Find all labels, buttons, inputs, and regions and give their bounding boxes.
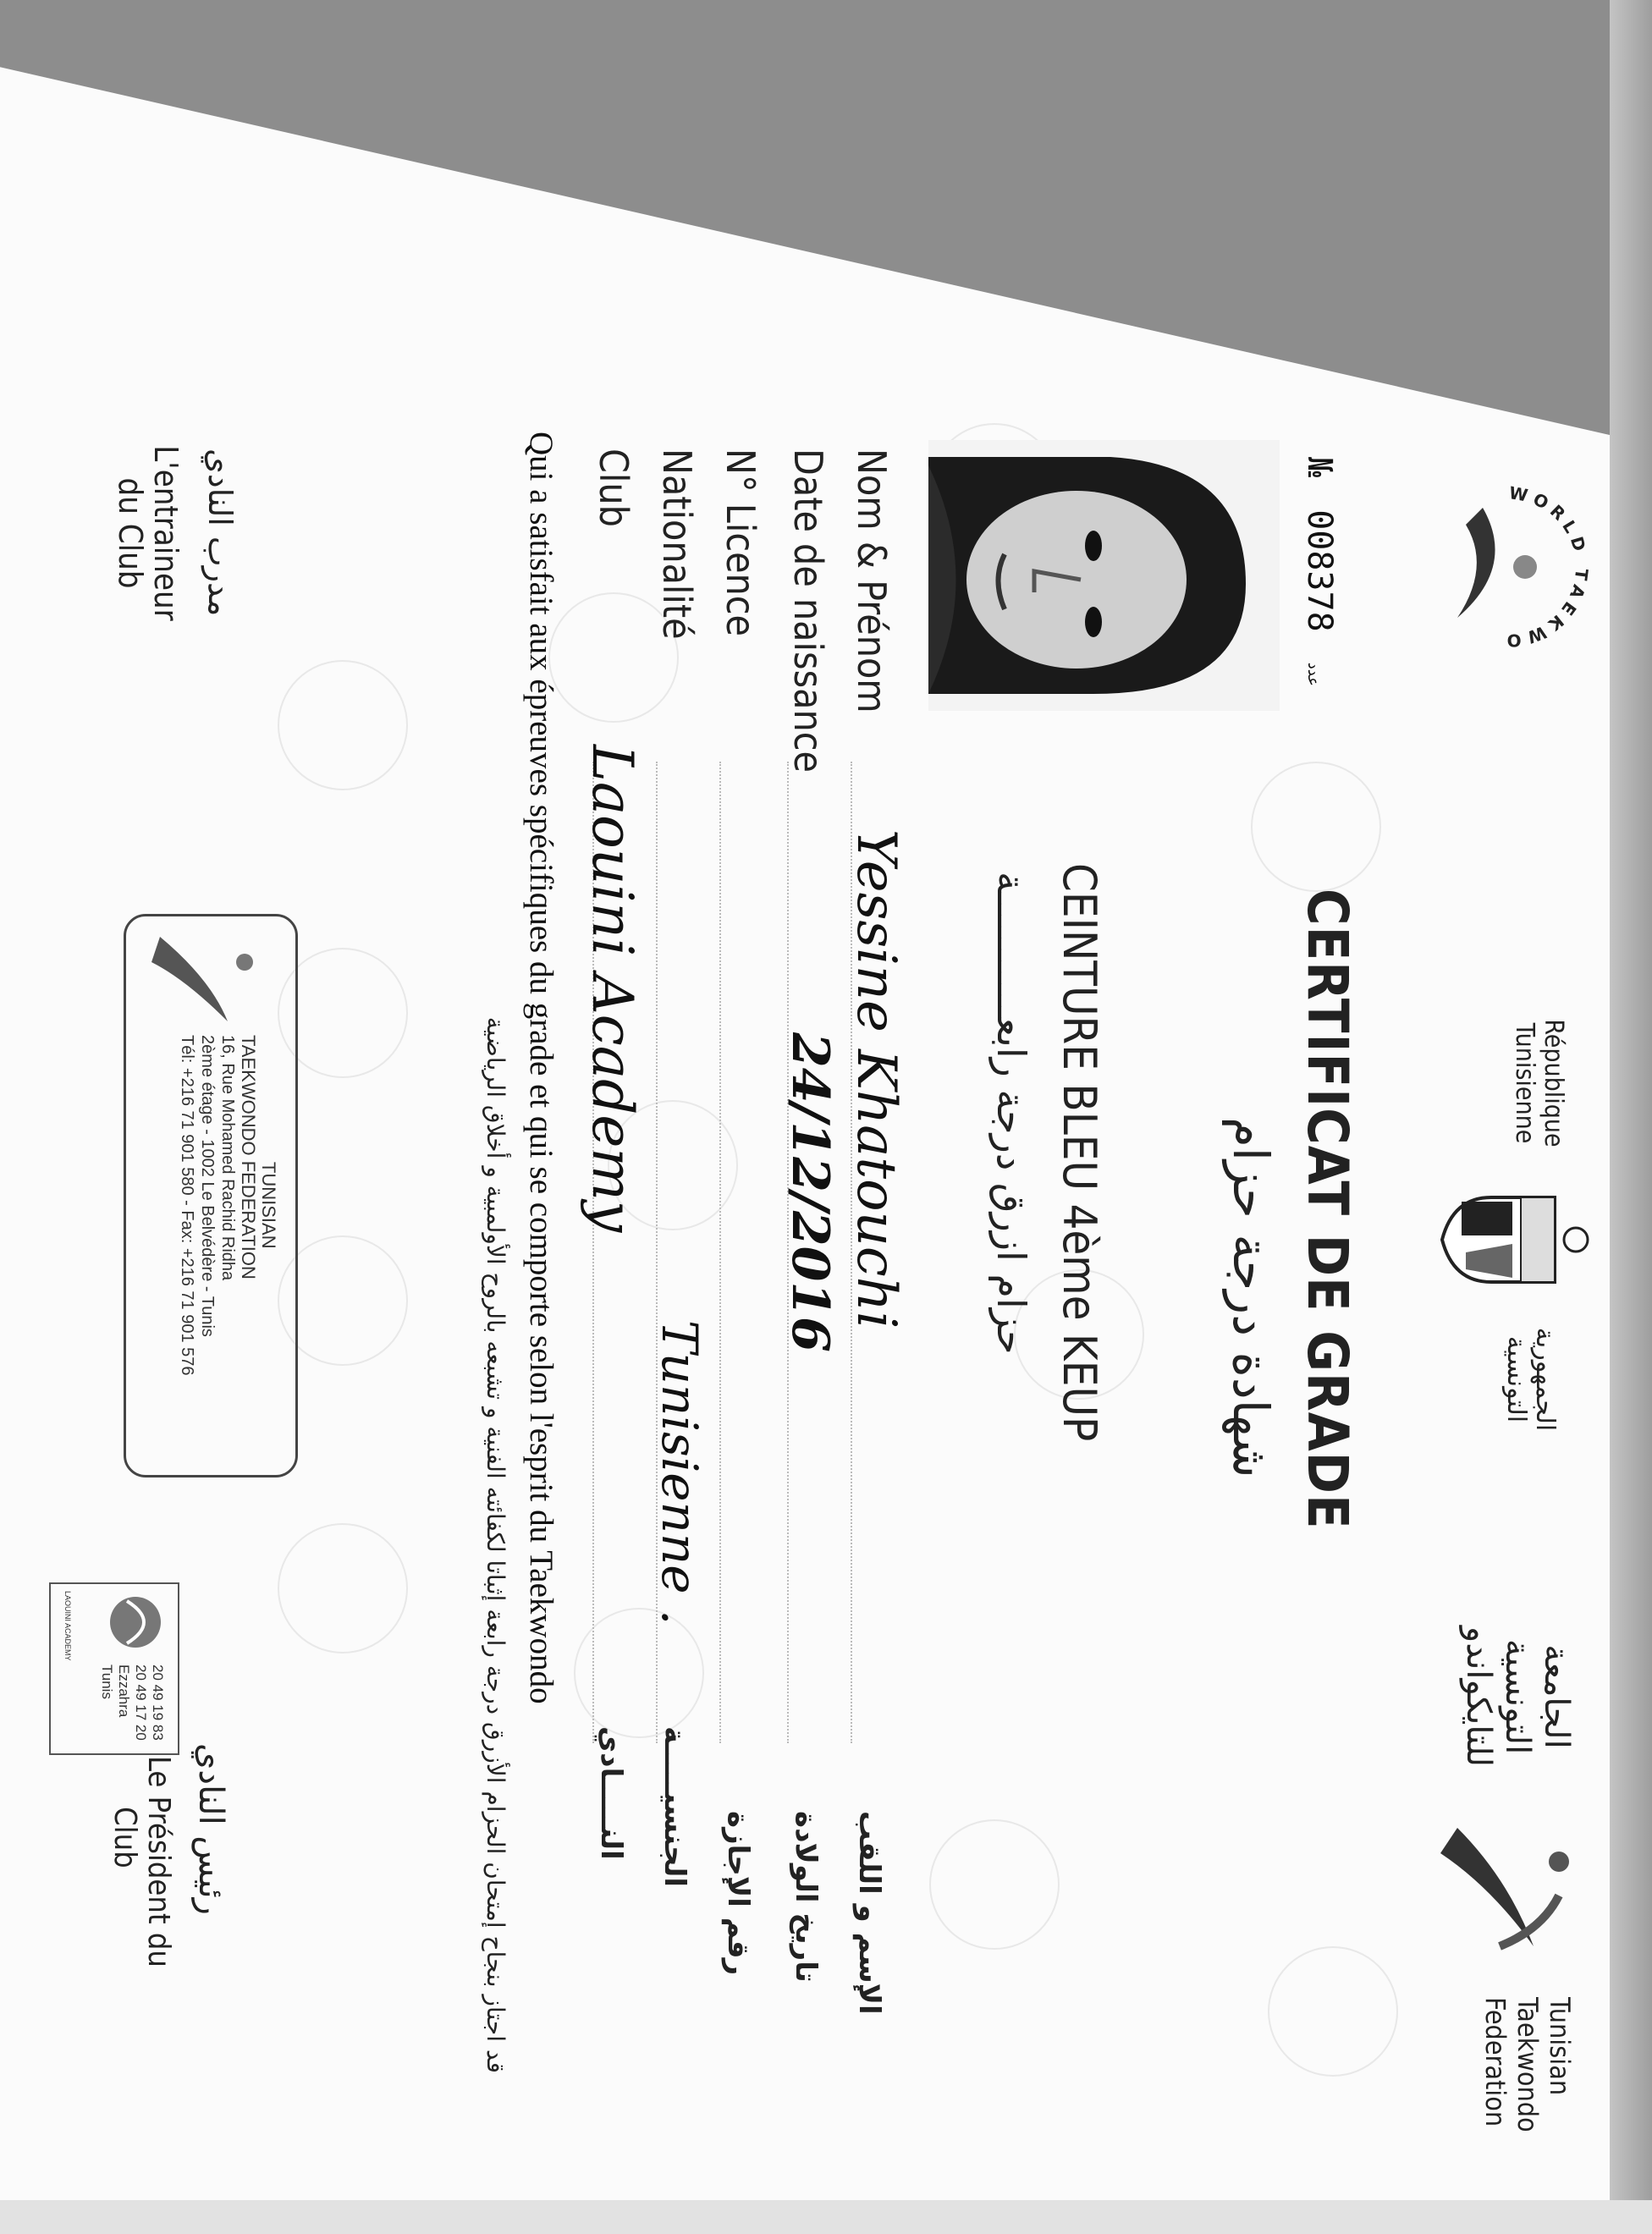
grade-ar: حزام ازرق درجة رابعـــــــــــة: [988, 872, 1034, 1355]
title-ar: شهادة درجة حزام: [1222, 1117, 1280, 1478]
statement-ar: قد اجتاز بنجاح إمتحان الحزام الأزرق درجة رابعة إثباتا لكفائته الفنية و تشبعه بالروح الأولمبية و أخلاق الرياضية: [482, 1016, 509, 2073]
coat-of-arms: [1440, 1185, 1593, 1295]
watermark-circle: [1251, 762, 1381, 892]
holder-photo: [928, 440, 1280, 711]
federation-ar: الجامعة التونسية للتايكواندو: [1459, 1626, 1576, 1768]
value-date-naissance: 24/12/2016: [780, 1032, 840, 1352]
world-taekwondo-logo: [1440, 474, 1610, 660]
label-licence: N° Licence: [718, 448, 763, 637]
statement-fr: Qui a satisfait aux épreuves spécifiques du grade et qui se comporte selon l'esprit du Taekwondo: [523, 432, 559, 1704]
club-logo-icon: [76, 1593, 169, 1652]
label-nom-prenom: Nom & Prénom: [849, 448, 895, 713]
value-club: Laouini Academy: [580, 745, 645, 1233]
president-title-ar: رئيس النادي: [191, 1743, 230, 1915]
club-stamp: [49, 1582, 179, 1755]
label-ar-nom: الإسم و اللقب: [852, 1811, 886, 2015]
president-title-fr: Le Président du Club: [107, 1756, 176, 1967]
value-nationalite: Tunisienne .: [651, 1320, 708, 1626]
label-ar-licence: رقم الإجازة: [721, 1811, 755, 1976]
number-ar: عدد: [1304, 662, 1322, 686]
label-ar-date: تاريخ الولادة: [789, 1811, 823, 1983]
label-club: Club: [591, 448, 636, 527]
number-prefix: №: [1300, 457, 1339, 478]
field-line: [719, 762, 721, 1743]
republic-fr: République Tunisienne: [1510, 1019, 1568, 1147]
federation-stamp: [124, 914, 298, 1477]
coach-title-ar: مدرب النادي: [201, 448, 239, 617]
stamp-text: TUNISIAN TAEKWONDO FEDERATION 16, Rue Mohamed Rachid Ridha 2ème étage - 1002 Le Belvédère - Tunis Tél: +216 71 901 580 - Fax: +216 71 901 576: [178, 1035, 279, 1376]
label-ar-nationalite: الجنسيـــــة: [658, 1726, 691, 1888]
federation-logo: [1432, 1802, 1593, 1972]
label-nationalite: Nationalité: [654, 448, 700, 640]
watermark-circle: [278, 1523, 408, 1653]
title-fr: CERTIFICAT DE GRADE: [1295, 889, 1360, 1530]
certificate-number: [1300, 457, 1339, 686]
stamp-logo-icon: [143, 928, 278, 1030]
watermark-circle: [1268, 1946, 1398, 2077]
value-nom-prenom: Yessine Khatouchi: [845, 829, 907, 1329]
number-value: 008378: [1300, 509, 1339, 632]
label-ar-club: النـــــادي: [594, 1726, 628, 1860]
grade-fr: CEINTURE BLEU 4ème KEUP: [1053, 863, 1106, 1442]
world-taekwondo-text: WORLD TAEKWO: [1501, 482, 1593, 652]
watermark-circle: [278, 660, 408, 790]
label-date-naissance: Date de naissance: [785, 448, 831, 773]
club-stamp-phones: 20 49 19 83 20 49 17 20 Ezzahra Tunis: [99, 1664, 166, 1741]
watermark-circle: [929, 1819, 1060, 1950]
republic-ar: الجمهورية التونسية: [1501, 1327, 1560, 1432]
coach-title-fr: L'entraineur du Club: [112, 445, 184, 621]
club-stamp-name: LAOUINI ACADEMY: [63, 1591, 72, 1661]
federation-en: Tunisian Taekwondo Federation: [1479, 1997, 1576, 2132]
